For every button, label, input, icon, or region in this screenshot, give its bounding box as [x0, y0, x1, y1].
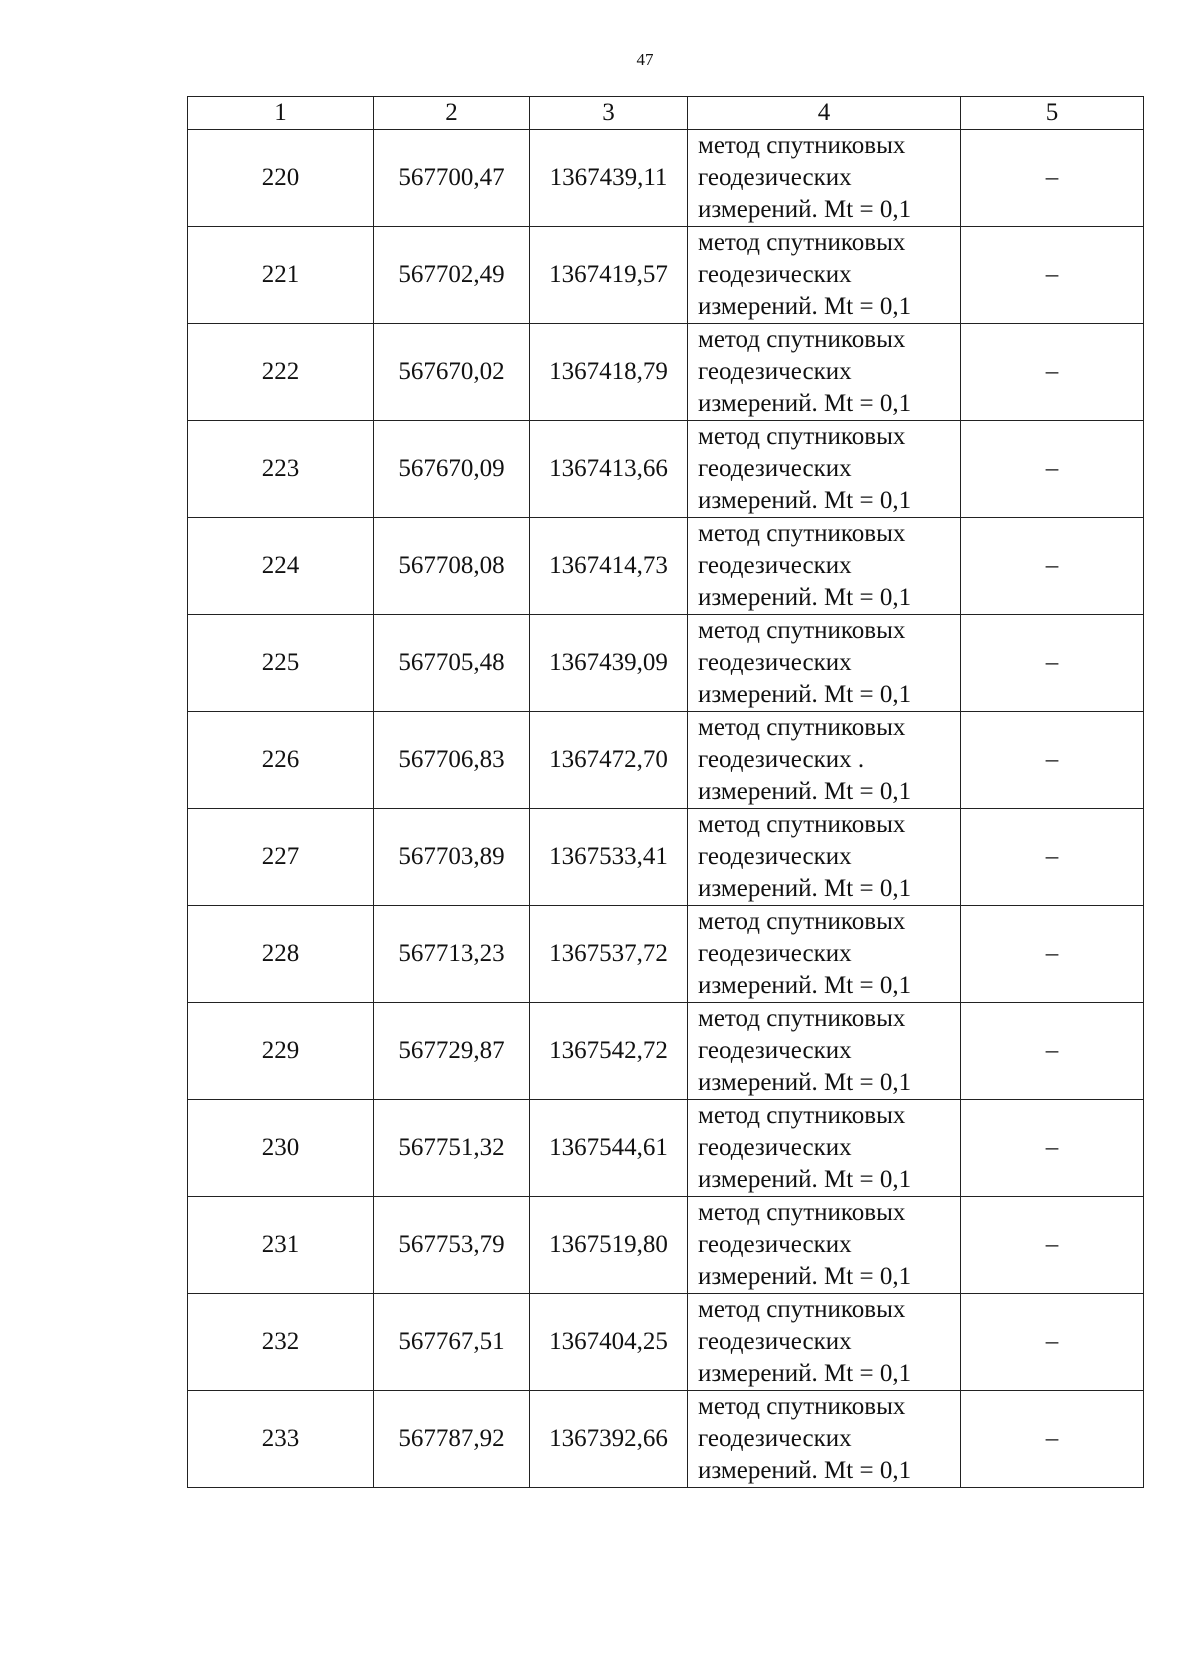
x-coordinate-cell: 567706,83: [374, 712, 530, 809]
method-line: измерений. Mt = 0,1: [698, 778, 912, 805]
method-cell: [688, 130, 961, 227]
method-cell: [688, 1197, 961, 1294]
column-5-cell: –: [961, 130, 1144, 227]
x-coordinate-cell: 567767,51: [374, 1294, 530, 1391]
column-5-cell: –: [961, 227, 1144, 324]
method-line: измерений. Mt = 0,1: [698, 1360, 912, 1387]
y-coordinate-cell: 1367418,79: [530, 324, 688, 421]
table-row: [188, 421, 1144, 518]
method-line: измерений. Mt = 0,1: [698, 390, 912, 417]
table-row: [188, 227, 1144, 324]
method-cell: [688, 421, 961, 518]
method-line: измерений. Mt = 0,1: [698, 1069, 912, 1096]
method-line: геодезических: [698, 358, 852, 385]
method-line: измерений. Mt = 0,1: [698, 972, 912, 999]
point-number-cell: 232: [188, 1294, 374, 1391]
point-number-cell: 229: [188, 1003, 374, 1100]
y-coordinate-cell: 1367542,72: [530, 1003, 688, 1100]
x-coordinate-cell: 567729,87: [374, 1003, 530, 1100]
column-5-cell: –: [961, 518, 1144, 615]
method-line: геодезических .: [698, 746, 865, 773]
table-row: [188, 712, 1144, 809]
x-coordinate-cell: 567751,32: [374, 1100, 530, 1197]
method-cell: [688, 615, 961, 712]
method-line: метод спутниковых: [698, 1393, 906, 1420]
table-row: [188, 324, 1144, 421]
method-line: измерений. Mt = 0,1: [698, 196, 912, 223]
x-coordinate-cell: 567705,48: [374, 615, 530, 712]
y-coordinate-cell: 1367537,72: [530, 906, 688, 1003]
method-line: метод спутниковых: [698, 326, 906, 353]
table-row: [188, 1100, 1144, 1197]
y-coordinate-cell: 1367404,25: [530, 1294, 688, 1391]
method-line: геодезических: [698, 1425, 852, 1452]
column-5-cell: –: [961, 1197, 1144, 1294]
column-header-1: 1: [188, 97, 374, 130]
method-line: геодезических: [698, 1134, 852, 1161]
method-line: геодезических: [698, 1328, 852, 1355]
method-cell: [688, 324, 961, 421]
point-number-cell: 227: [188, 809, 374, 906]
method-cell: [688, 1391, 961, 1488]
x-coordinate-cell: 567713,23: [374, 906, 530, 1003]
method-line: измерений. Mt = 0,1: [698, 1457, 912, 1484]
method-cell: [688, 1294, 961, 1391]
x-coordinate-cell: 567702,49: [374, 227, 530, 324]
column-header-4: 4: [688, 97, 961, 130]
method-line: измерений. Mt = 0,1: [698, 1263, 912, 1290]
table-body: [188, 130, 1144, 1488]
column-5-cell: –: [961, 1391, 1144, 1488]
method-cell: [688, 227, 961, 324]
method-cell: [688, 809, 961, 906]
method-line: измерений. Mt = 0,1: [698, 681, 912, 708]
method-line: метод спутниковых: [698, 1102, 906, 1129]
column-5-cell: –: [961, 615, 1144, 712]
point-number-cell: 226: [188, 712, 374, 809]
method-cell: [688, 518, 961, 615]
y-coordinate-cell: 1367413,66: [530, 421, 688, 518]
table-row: [188, 518, 1144, 615]
method-line: метод спутниковых: [698, 229, 906, 256]
table-row: [188, 906, 1144, 1003]
method-line: геодезических: [698, 649, 852, 676]
point-number-cell: 222: [188, 324, 374, 421]
method-line: метод спутниковых: [698, 1005, 906, 1032]
method-line: геодезических: [698, 843, 852, 870]
method-line: метод спутниковых: [698, 1296, 906, 1323]
column-5-cell: –: [961, 1294, 1144, 1391]
column-header-2: 2: [374, 97, 530, 130]
x-coordinate-cell: 567703,89: [374, 809, 530, 906]
coordinates-table: [187, 96, 1144, 1488]
y-coordinate-cell: 1367544,61: [530, 1100, 688, 1197]
method-line: метод спутниковых: [698, 132, 906, 159]
y-coordinate-cell: 1367392,66: [530, 1391, 688, 1488]
x-coordinate-cell: 567670,09: [374, 421, 530, 518]
point-number-cell: 221: [188, 227, 374, 324]
table-row: [188, 1391, 1144, 1488]
method-line: метод спутниковых: [698, 520, 906, 547]
method-line: геодезических: [698, 455, 852, 482]
method-line: метод спутниковых: [698, 811, 906, 838]
y-coordinate-cell: 1367419,57: [530, 227, 688, 324]
method-line: измерений. Mt = 0,1: [698, 875, 912, 902]
x-coordinate-cell: 567700,47: [374, 130, 530, 227]
method-line: геодезических: [698, 1037, 852, 1064]
y-coordinate-cell: 1367519,80: [530, 1197, 688, 1294]
column-5-cell: –: [961, 906, 1144, 1003]
y-coordinate-cell: 1367414,73: [530, 518, 688, 615]
table-row: [188, 130, 1144, 227]
column-header-3: 3: [530, 97, 688, 130]
point-number-cell: 233: [188, 1391, 374, 1488]
method-line: геодезических: [698, 261, 852, 288]
y-coordinate-cell: 1367439,11: [530, 130, 688, 227]
column-5-cell: –: [961, 421, 1144, 518]
method-line: геодезических: [698, 1231, 852, 1258]
method-line: метод спутниковых: [698, 423, 906, 450]
method-line: метод спутниковых: [698, 908, 906, 935]
method-line: метод спутниковых: [698, 1199, 906, 1226]
method-line: геодезических: [698, 552, 852, 579]
point-number-cell: 225: [188, 615, 374, 712]
column-5-cell: –: [961, 1003, 1144, 1100]
table-row: [188, 809, 1144, 906]
point-number-cell: 230: [188, 1100, 374, 1197]
x-coordinate-cell: 567753,79: [374, 1197, 530, 1294]
y-coordinate-cell: 1367439,09: [530, 615, 688, 712]
method-line: измерений. Mt = 0,1: [698, 293, 912, 320]
method-line: измерений. Mt = 0,1: [698, 584, 912, 611]
method-cell: [688, 906, 961, 1003]
x-coordinate-cell: 567787,92: [374, 1391, 530, 1488]
method-line: измерений. Mt = 0,1: [698, 1166, 912, 1193]
point-number-cell: 231: [188, 1197, 374, 1294]
table-row: [188, 1197, 1144, 1294]
table-row: [188, 1003, 1144, 1100]
method-line: метод спутниковых: [698, 714, 906, 741]
method-line: геодезических: [698, 164, 852, 191]
table-header-row: [188, 97, 1144, 130]
method-line: геодезических: [698, 940, 852, 967]
column-5-cell: –: [961, 712, 1144, 809]
x-coordinate-cell: 567708,08: [374, 518, 530, 615]
y-coordinate-cell: 1367533,41: [530, 809, 688, 906]
table-row: [188, 615, 1144, 712]
method-line: измерений. Mt = 0,1: [698, 487, 912, 514]
method-cell: [688, 1100, 961, 1197]
column-header-5: 5: [961, 97, 1144, 130]
column-5-cell: –: [961, 1100, 1144, 1197]
point-number-cell: 224: [188, 518, 374, 615]
column-5-cell: –: [961, 809, 1144, 906]
point-number-cell: 223: [188, 421, 374, 518]
column-5-cell: –: [961, 324, 1144, 421]
x-coordinate-cell: 567670,02: [374, 324, 530, 421]
method-cell: [688, 1003, 961, 1100]
page-number: 47: [636, 50, 654, 69]
method-cell: [688, 712, 961, 809]
point-number-cell: 228: [188, 906, 374, 1003]
method-line: метод спутниковых: [698, 617, 906, 644]
table-row: [188, 1294, 1144, 1391]
y-coordinate-cell: 1367472,70: [530, 712, 688, 809]
point-number-cell: 220: [188, 130, 374, 227]
